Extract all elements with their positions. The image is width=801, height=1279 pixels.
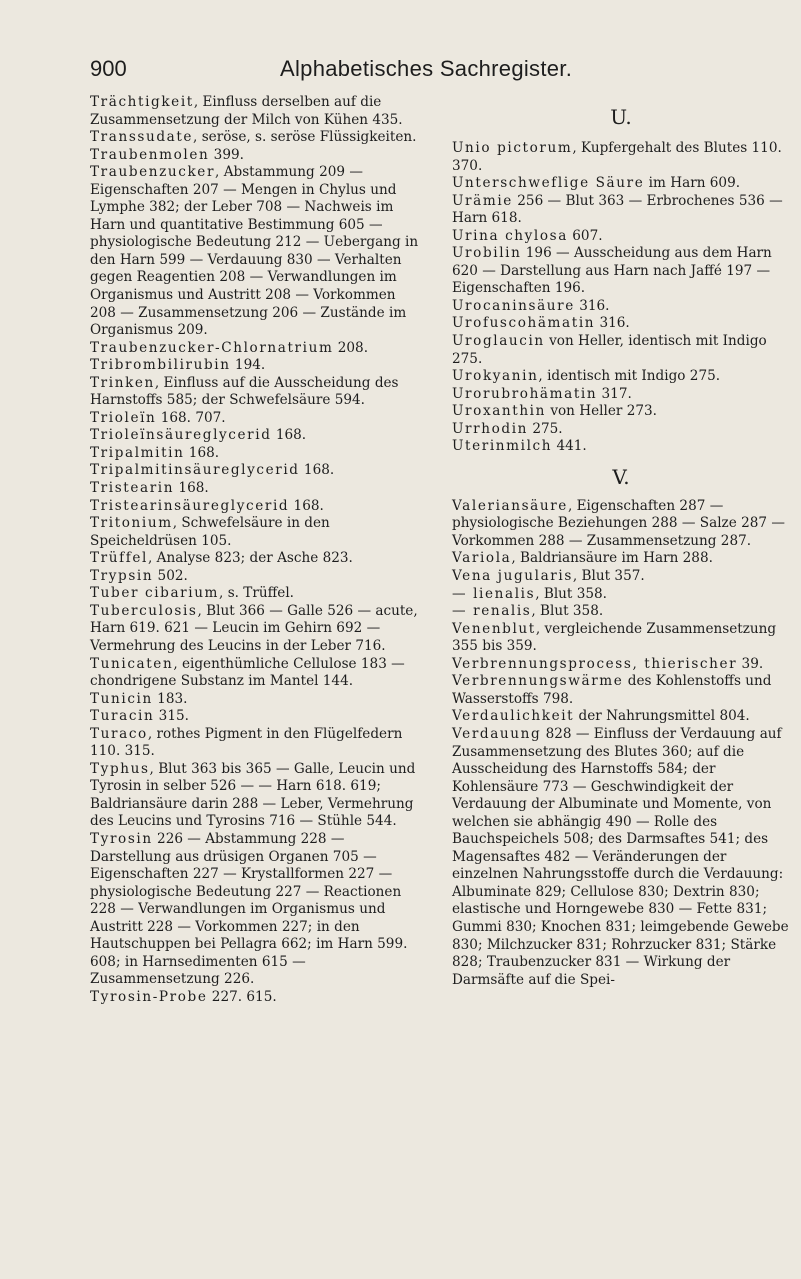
- index-references: der Nahrungsmittel 804.: [574, 708, 750, 725]
- index-references: , s. Trüffel.: [219, 585, 294, 602]
- index-keyword: Traubenmolen: [90, 146, 210, 163]
- index-entry: [90, 726, 420, 761]
- index-entry: [90, 94, 420, 129]
- index-references: , vergleichende Zusammensetzung 355 bis 359.: [452, 620, 777, 655]
- index-entry: [452, 708, 790, 726]
- index-references: , Blut 363 bis 365 — Galle, Leucin und Tyrosin in selber 526 — — Harn 618. 619; Baldriansäure darin 288 — Leber, Vermehrung des Leucins und Tyrosins 716 — Stühle 544.: [90, 760, 416, 830]
- index-keyword: Tritonium: [90, 515, 173, 532]
- index-entry: [452, 228, 790, 246]
- index-entry: [90, 831, 420, 989]
- running-title: Alphabetisches Sachregister.: [280, 56, 573, 81]
- index-entry: [90, 129, 420, 147]
- index-entry: [90, 427, 420, 445]
- index-references: , seröse, s. seröse Flüssigkeiten.: [193, 129, 417, 146]
- index-keyword: — renalis: [452, 603, 532, 620]
- index-keyword: Tyrosin: [90, 830, 153, 847]
- index-keyword: Urokyanin: [452, 368, 539, 385]
- index-references: 183.: [152, 690, 188, 707]
- index-keyword: Urorubrohämatin: [452, 385, 598, 402]
- right-column: [452, 106, 790, 989]
- index-entry: [90, 410, 420, 428]
- index-entry: [90, 164, 420, 339]
- index-entry: [90, 357, 420, 375]
- index-entry: [452, 421, 790, 439]
- section-heading-v: V.: [612, 464, 630, 489]
- index-entry: [90, 480, 420, 498]
- section-heading-u: U.: [610, 105, 632, 129]
- index-references: , Einfluss auf die Ausscheidung des Harnstoffs 585; der Schwefelsäure 594.: [90, 374, 399, 409]
- index-keyword: Tristearinsäureglycerid: [90, 497, 290, 514]
- index-entry: [452, 656, 790, 674]
- index-entry: [452, 498, 790, 551]
- index-references: , Abstammung 209 — Eigenschaften 207 — Mengen in Chylus und Lymphe 382; der Leber 708 — Nachweis im Harn und quantitative Bestimmung 605 — physiologische Bedeutung 212 — Uebergang in den Harn 599 — Verdauung 830 — Verhalten gegen Reagentien 208 — Verwandlungen im Organismus und Austritt 208 — Vorkommen 208 — Zusammensetzung 206 — Zustände im Organismus 209.: [90, 164, 419, 339]
- index-keyword: Verbrennungswärme: [452, 673, 624, 690]
- index-keyword: Trypsin: [90, 567, 154, 584]
- index-entry: [90, 761, 420, 831]
- index-entry: [452, 673, 790, 708]
- index-keyword: Uroxanthin: [452, 403, 546, 420]
- index-keyword: Tuberculosis: [90, 602, 198, 619]
- index-keyword: Tuber cibarium: [90, 585, 220, 602]
- index-references: 607.: [567, 227, 603, 244]
- index-keyword: Trioleïn: [90, 409, 157, 426]
- index-entry: [452, 726, 790, 989]
- index-keyword: Verdaulichkeit: [452, 708, 575, 725]
- index-keyword: Uterinmilch: [452, 438, 553, 455]
- index-references: , Blut 358.: [535, 585, 607, 602]
- index-keyword: Trinken: [90, 374, 155, 391]
- index-keyword: Verbrennungsprocess, thierischer: [452, 655, 738, 672]
- index-references: , Blut 358.: [531, 603, 604, 620]
- index-references: , Blut 366 — Galle 526 — acute, Harn 619. 621 — Leucin im Gehirn 692 — Vermehrung des Leucins in der Leber 716.: [90, 602, 418, 654]
- index-keyword: Urobilin: [452, 245, 522, 262]
- index-references: 168.: [184, 444, 220, 461]
- index-references: von Heller, identisch mit Indigo 275.: [452, 333, 767, 367]
- index-entry: [452, 368, 790, 386]
- index-entry: [452, 175, 790, 193]
- index-entry: [90, 515, 420, 550]
- index-keyword: Tripalmitinsäureglycerid: [90, 462, 300, 479]
- index-references: , Kupfergehalt des Blutes 110. 370.: [452, 140, 782, 174]
- index-entry: [90, 550, 420, 568]
- index-references: von Heller 273.: [546, 403, 657, 420]
- index-entry: [90, 568, 420, 586]
- index-references: 168.: [289, 497, 324, 514]
- index-keyword: Variola: [452, 550, 512, 567]
- index-keyword: Trächtigkeit: [90, 94, 194, 110]
- index-keyword: Verdauung: [452, 725, 542, 742]
- index-entry: [90, 603, 420, 656]
- index-entry: [452, 315, 790, 333]
- index-references: 317.: [597, 385, 632, 402]
- index-keyword: Tribrombilirubin: [90, 357, 231, 374]
- index-entry: [452, 603, 790, 621]
- index-keyword: Transsudate: [90, 129, 194, 146]
- index-keyword: Turaco: [90, 725, 148, 742]
- index-references: 316.: [595, 315, 630, 332]
- index-references: 168.: [299, 462, 335, 479]
- index-references: 502.: [153, 567, 188, 584]
- index-keyword: Valeriansäure: [452, 497, 568, 514]
- index-references: 315.: [154, 708, 189, 725]
- section-u-entries: [452, 140, 790, 456]
- page-header: [0, 56, 801, 86]
- index-entry: [452, 140, 790, 175]
- index-keyword: Urina chylosa: [452, 227, 568, 244]
- index-references: 39.: [737, 655, 764, 672]
- index-references: 227. 615.: [207, 988, 277, 1005]
- index-entry: [90, 375, 420, 410]
- index-keyword: Vena jugularis: [452, 568, 573, 585]
- index-references: 168.: [174, 480, 209, 497]
- index-entry: [90, 708, 420, 726]
- index-entry: [90, 340, 420, 358]
- index-entry: [90, 656, 420, 691]
- index-entry: [90, 498, 420, 516]
- index-keyword: Urrhodin: [452, 420, 528, 437]
- index-keyword: Uroglaucin: [452, 333, 545, 350]
- index-references: 316.: [574, 297, 610, 314]
- index-references: , Baldriansäure im Harn 288.: [511, 550, 713, 567]
- index-references: im Harn 609.: [644, 175, 741, 192]
- index-keyword: Traubenzucker-Chlornatrium: [90, 339, 334, 356]
- index-references: 194.: [230, 357, 266, 374]
- index-entry: [452, 550, 790, 568]
- index-references: , eigenthümliche Cellulose 183 — chondrigene Substanz im Mantel 144.: [90, 655, 405, 690]
- index-references: 208.: [333, 339, 369, 356]
- index-references: 168.: [271, 427, 307, 444]
- index-entry: [452, 333, 790, 368]
- index-keyword: Tripalmitin: [90, 444, 185, 461]
- index-references: , identisch mit Indigo 275.: [538, 368, 721, 385]
- left-column: [90, 94, 420, 1006]
- index-references: , Schwefelsäure in den Speicheldrüsen 105.: [90, 515, 330, 549]
- index-keyword: Urämie: [452, 192, 513, 209]
- index-entry: [90, 462, 420, 480]
- section-v-entries: [452, 498, 790, 989]
- index-references: 168. 707.: [156, 409, 226, 426]
- index-entry: [452, 403, 790, 421]
- index-entry: [452, 586, 790, 604]
- index-keyword: Urocaninsäure: [452, 297, 575, 314]
- index-keyword: Turacin: [90, 708, 155, 725]
- index-references: des Kohlenstoffs und Wasserstoffs 798.: [452, 673, 772, 707]
- index-keyword: Venenblut: [452, 620, 536, 637]
- index-references: , rothes Pigment in den Flügelfedern 110. 315.: [90, 725, 403, 760]
- index-keyword: Tristearin: [90, 480, 175, 497]
- index-references: , Eigenschaften 287 — physiologische Beziehungen 288 — Salze 287 — Vorkommen 288 — Zusammensetzung 287.: [452, 497, 785, 549]
- index-keyword: Typhus: [90, 760, 150, 777]
- index-references: 275.: [528, 420, 563, 437]
- index-keyword: Trioleïnsäureglycerid: [90, 427, 272, 444]
- index-entry: [452, 193, 790, 228]
- index-entry: [452, 298, 790, 316]
- index-references: , Blut 357.: [572, 568, 645, 585]
- index-keyword: Unio pictorum: [452, 140, 573, 156]
- index-keyword: Tunicin: [90, 690, 153, 707]
- index-references: 196 — Ausscheidung aus dem Harn 620 — Darstellung aus Harn nach Jaffé 197 — Eigenschaften 196.: [452, 245, 772, 297]
- index-entry: [90, 147, 420, 165]
- index-references: 399.: [209, 146, 244, 163]
- index-references: 256 — Blut 363 — Erbrochenes 536 — Harn 618.: [452, 192, 783, 227]
- index-references: , Einfluss derselben auf die Zusammensetzung der Milch von Kühen 435.: [90, 94, 403, 128]
- index-keyword: — lienalis: [452, 585, 536, 602]
- index-entry: [90, 445, 420, 463]
- index-entry: [452, 568, 790, 586]
- index-keyword: Trüffel: [90, 550, 148, 567]
- index-entry: [452, 245, 790, 298]
- index-keyword: Traubenzucker: [90, 164, 216, 181]
- index-keyword: Urofuscohämatin: [452, 315, 596, 332]
- index-entry: [90, 585, 420, 603]
- index-entry: [90, 989, 420, 1007]
- index-keyword: Unterschweflige Säure: [452, 175, 645, 192]
- index-references: 828 — Einfluss der Verdauung auf Zusammensetzung des Blutes 360; auf die Ausscheidung des Harnstoffs 584; der Kohlensäure 773 — Geschwindigkeit der Verdauung der Albuminate und Momente, von welchen sie abhängig 490 — Rolle des Bauchspeichels 508; des Darmsaftes 541; des Magensaftes 482 — Veränderungen der einzelnen Nahrungsstoffe durch die Verdauung: Albuminate 829; Cellulose 830; Dextrin 830; elastische und Horngewebe 830 — Fette 831; Gummi 830; Knochen 831; leimgebende Gewebe 830; Milchzucker 831; Rohrzucker 831; Stärke 828; Traubenzucker 831 — Wirkung der Darmsäfte auf die Spei-: [452, 725, 789, 988]
- index-entry: [90, 691, 420, 709]
- index-references: 441.: [552, 438, 587, 455]
- index-keyword: Tunicaten: [90, 655, 174, 672]
- index-keyword: Tyrosin-Probe: [90, 988, 208, 1005]
- index-references: , Analyse 823; der Asche 823.: [147, 550, 353, 567]
- page-number: 900: [90, 56, 127, 81]
- index-references: 226 — Abstammung 228 — Darstellung aus drüsigen Organen 705 — Eigenschaften 227 — Krystallformen 227 — physiologische Bedeutung 227 — Reactionen 228 — Verwandlungen im Organismus und Austritt 228 — Vorkommen 227; in den Hautschuppen bei Pellagra 662; im Harn 599. 608; in Harnsedimenten 615 — Zusammensetzung 226.: [90, 830, 408, 988]
- index-entry: [452, 386, 790, 404]
- index-entry: [452, 621, 790, 656]
- index-entry: [452, 438, 790, 456]
